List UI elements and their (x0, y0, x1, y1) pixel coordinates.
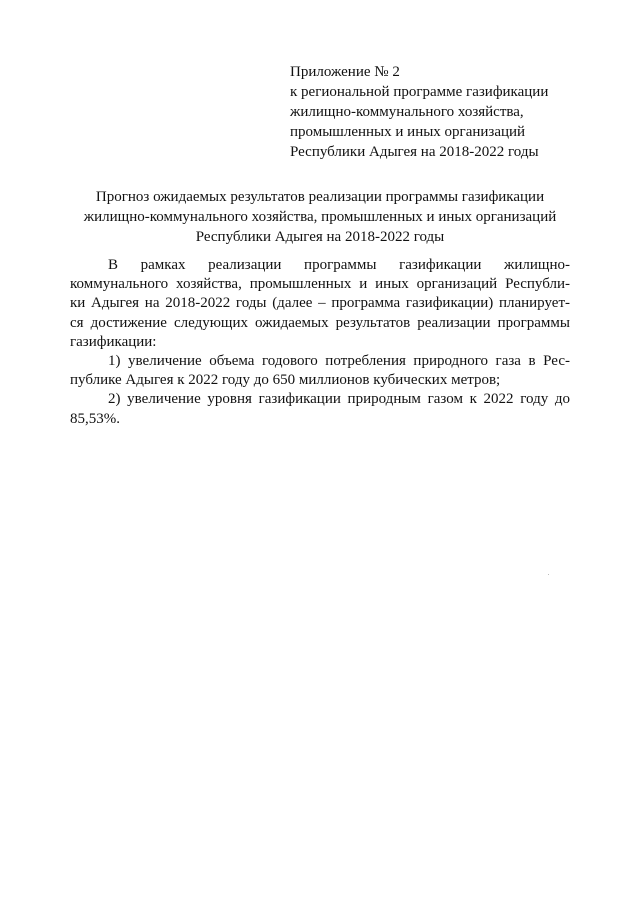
paragraph-line: ки Адыгея на 2018-2022 годы (далее – программа газификации) планирует- (70, 295, 570, 312)
paragraph-line: 85,53%. (70, 410, 120, 427)
result-item-2 (70, 390, 570, 428)
appendix-line: Республики Адыгея на 2018-2022 годы (290, 144, 539, 160)
document-body (70, 256, 570, 429)
paragraph-line: публике Адыгея к 2022 году до 650 миллионов кубических метров; (70, 372, 501, 389)
document-title (40, 187, 600, 247)
intro-paragraph (70, 256, 570, 352)
paragraph-line: 2) увеличение уровня газификации природным газом к 2022 году до (108, 391, 570, 408)
appendix-header (290, 62, 620, 162)
paragraph-line: 1) увеличение объема годового потребления природного газа в Рес- (108, 352, 570, 369)
appendix-line: жилищно-коммунального хозяйства, (290, 104, 524, 120)
paragraph-line: коммунального хозяйства, промышленных и иных организаций Республи- (70, 276, 570, 293)
title-line: Республики Адыгея на 2018-2022 годы (195, 229, 445, 245)
paragraph-line: В рамках реализации программы газификации жилищно- (108, 257, 570, 273)
appendix-line: к региональной программе газификации (290, 84, 549, 100)
title-line: жилищно-коммунального хозяйства, промышленных и иных организаций (83, 209, 557, 225)
appendix-line: Приложение № 2 (290, 64, 400, 80)
scan-speck (548, 574, 549, 575)
title-line: Прогноз ожидаемых результатов реализации программы газификации (95, 189, 545, 205)
paragraph-line: газификации: (70, 333, 157, 350)
paragraph-line: ся достижение следующих ожидаемых результатов реализации программы (70, 314, 570, 331)
result-item-1 (70, 352, 570, 390)
appendix-line: промышленных и иных организаций (290, 124, 526, 140)
